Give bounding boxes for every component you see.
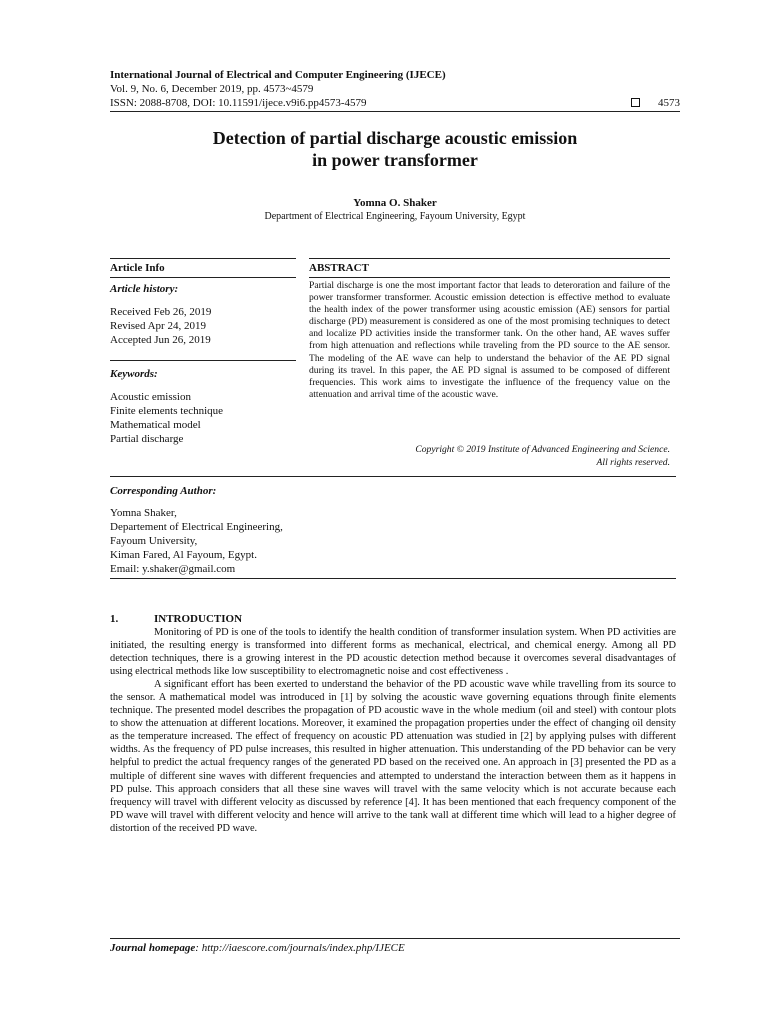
page-number: 4573	[658, 97, 680, 109]
article-history-label: Article history:	[110, 283, 179, 295]
paper-title	[110, 127, 680, 171]
corresponding-top-rule	[110, 476, 676, 477]
paper-title-line1: Detection of partial discharge acoustic emission	[212, 128, 578, 148]
square-icon	[631, 98, 640, 107]
article-info-heading: Article Info	[110, 262, 165, 274]
keywords-list	[110, 390, 223, 446]
article-history	[110, 305, 211, 347]
corresponding-university: Fayoum University,	[110, 535, 198, 547]
section-number: 1.	[110, 613, 119, 625]
abstract-under-rule	[309, 277, 670, 278]
accepted-date: Accepted Jun 26, 2019	[110, 334, 211, 346]
corresponding-name: Yomna Shaker,	[110, 507, 177, 519]
footer-rule	[110, 938, 680, 939]
abstract-text: Partial discharge is one the most important factor that leads to deteroration and failure of the power transformer transformer. Acoustic emission detection is effective method to evaluate the health index of the power transformer using acoustic emission (AE) sensors for partial discharge (PD) measurement is considered as one of the most promising techniques to detect and localize PD activities inside the transformer tank. On the other hand, AE waves suffer from high attenuation and reflections while traveling from the PD source to the AE sensor. The modeling of the AE wave can help to understand the behavior of the AE PD signal during its travel. In this paper, the AE PD signal is assumed to be composed of different frequencies. This work aims to investigate the influence of the frequency value on the attenuation and arrival time of the acoustic wave.	[309, 280, 670, 400]
journal-homepage-label: Journal homepage	[110, 942, 196, 954]
corresponding-author-details	[110, 506, 283, 576]
abstract-top-rule	[309, 258, 670, 259]
copyright-line1: Copyright © 2019 Institute of Advanced Engineering and Science.	[415, 444, 670, 455]
corresponding-bottom-rule	[110, 578, 676, 579]
introduction-body	[110, 626, 676, 835]
copyright-line2: All rights reserved.	[596, 456, 670, 468]
keyword: Partial discharge	[110, 433, 184, 445]
keyword: Mathematical model	[110, 419, 201, 431]
section-heading-introduction	[110, 613, 242, 625]
received-date: Received Feb 26, 2019	[110, 306, 212, 318]
journal-title: International Journal of Electrical and Computer Engineering (IJECE)	[110, 69, 446, 81]
journal-homepage: Journal homepage: http://iaescore.com/journals/index.php/IJECE	[110, 942, 405, 954]
journal-homepage-link[interactable]: http://iaescore.com/journals/index.php/IJECE	[201, 942, 405, 954]
author-affiliation: Department of Electrical Engineering, Fayoum University, Egypt	[264, 211, 526, 222]
corresponding-department: Departement of Electrical Engineering,	[110, 521, 283, 533]
author-name: Yomna O. Shaker	[353, 197, 437, 209]
journal-volume: Vol. 9, No. 6, December 2019, pp. 4573~4579	[110, 83, 314, 95]
keyword: Finite elements technique	[110, 405, 224, 417]
keywords-label: Keywords:	[110, 368, 158, 380]
article-info-top-rule	[110, 258, 296, 259]
corresponding-author-label: Corresponding Author:	[110, 485, 217, 497]
keyword: Acoustic emission	[110, 391, 191, 403]
history-divider	[110, 360, 296, 361]
header-rule	[110, 111, 680, 112]
corresponding-address: Kiman Fared, Al Fayoum, Egypt.	[110, 549, 257, 561]
paragraph: Monitoring of PD is one of the tools to identify the health condition of transformer insulation system. When PD activities are initiated, the resulting energy is transformed into different forms as mechanical, electrical, and chemical energy. Among all PD detection techniques, there is a growing interest in the PD acoustic detection method because it overcomes several disadvantages of using electrical methods like low susceptibility to electromagnetic noise and cost effectiveness .	[110, 627, 676, 678]
paragraph: A significant effort has been exerted to understand the behavior of the PD acoustic wave while travelling from its source to the sensor. A mathematical model was introduced in [1] by solving the acoustic wave governing equations through finite elements technique. The presented model describes the propagation of PD acoustic wave in the whole medium (oil and steel) with contour plots to show the attenuation at different locations. Moreover, it examined the propagation properties under the effect of changing oil density as the temperature increased. The effect of frequency on acoustic PD attenuation was studied in [2] by applying pulses with different widths. As the frequency of PD pulse increases, this resulted in higher attenuation. This understanding of the PD behavior can be very helpful to predict the actual frequency ranges of the generated PD based on the received one. An approach in [3] presented the PD as a multiple of different sine waves with different frequencies and attempted to understand the interaction between them as it happens in PD pulse. This approach considers that all these sine waves will travel with the same velocity which is not accurate because each frequency will travel with different velocity as discussed by reference [4]. It has been mentioned that each frequency component of the PD wave will travel with different velocity and hence will arrive to the tank wall at different time which will lead to a higher degree of distortion of the received PD wave.	[110, 679, 676, 834]
abstract-heading: ABSTRACT	[309, 262, 369, 274]
copyright-notice	[309, 444, 670, 469]
revised-date: Revised Apr 24, 2019	[110, 320, 206, 332]
journal-issn-doi: ISSN: 2088-8708, DOI: 10.11591/ijece.v9i6.pp4573-4579	[110, 97, 367, 109]
corresponding-email[interactable]: Email: y.shaker@gmail.com	[110, 563, 236, 575]
journal-header	[110, 68, 680, 110]
paper-title-line2: in power transformer	[312, 150, 478, 170]
article-info-under-rule	[110, 277, 296, 278]
section-title: INTRODUCTION	[154, 613, 243, 625]
